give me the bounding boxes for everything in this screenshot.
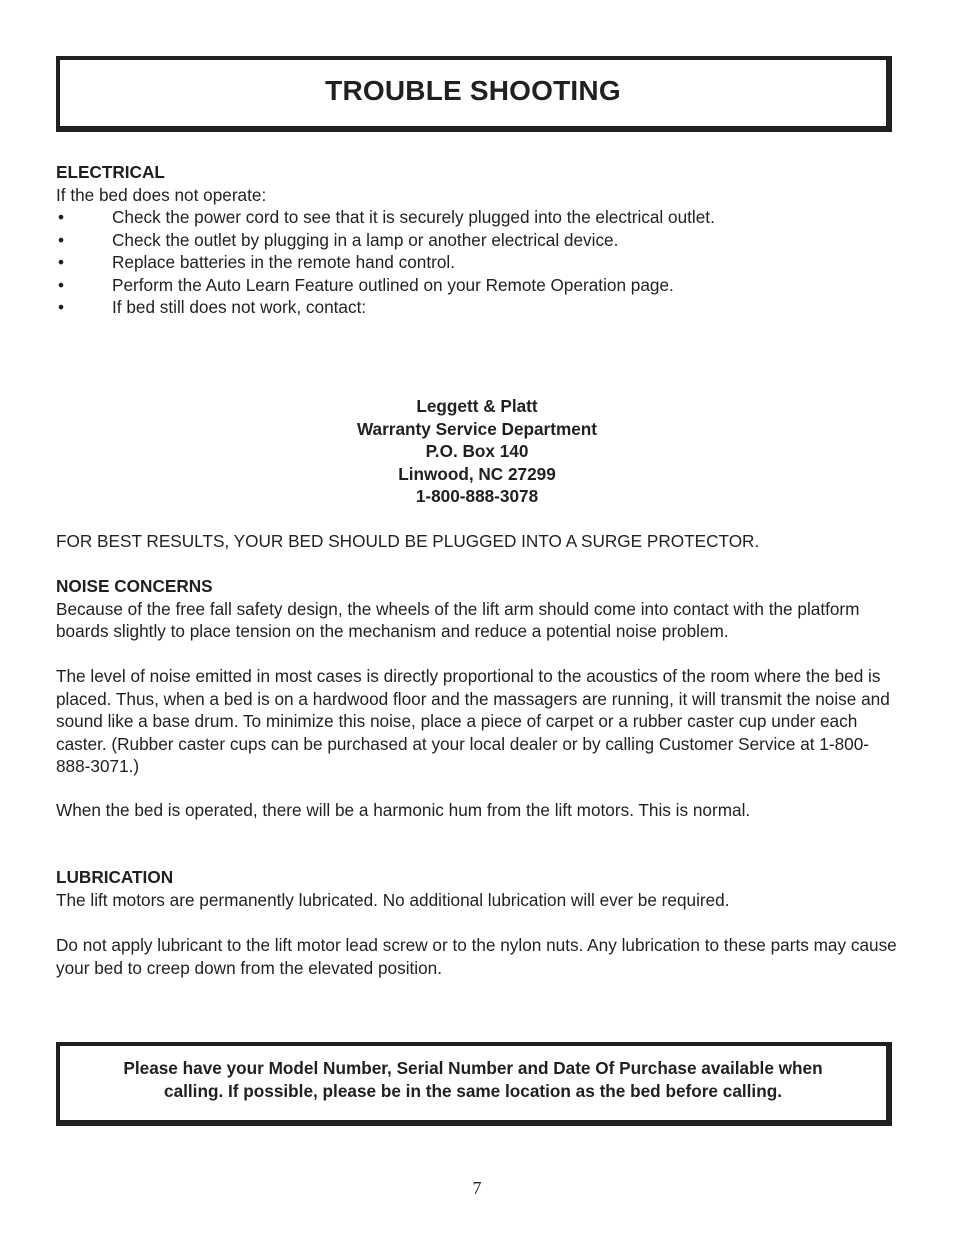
electrical-heading: ELECTRICAL xyxy=(56,162,165,182)
noise-paragraph-1: Because of the free fall safety design, the wheels of the lift arm should come into contact with the platform boards slightly to place tension on the mechanism and reduce a potential noise problem. xyxy=(56,598,860,641)
lubrication-section xyxy=(56,866,898,911)
bullet-symbol: • xyxy=(58,297,65,317)
contact-company: Leggett & Platt xyxy=(416,396,538,416)
notice-line-2: calling. If possible, please be in the same location as the bed before calling. xyxy=(164,1080,782,1101)
bullet-item xyxy=(56,274,898,297)
bullet-text: If bed still does not work, contact: xyxy=(112,297,367,317)
noise-paragraph-3: When the bed is operated, there will be a harmonic hum from the lift motors. This is normal. xyxy=(56,800,751,820)
title-box xyxy=(56,56,892,132)
notice-box xyxy=(56,1042,892,1126)
noise-paragraph-2: The level of noise emitted in most cases is directly proportional to the acoustics of the room where the bed is placed. Thus, when a bed is on a hardwood floor and the massagers are running, it will transmit the noise and sound like a base drum. To minimize this noise, place a piece of carpet or a rubber caster cup under each caster. (Rubber caster cups can be purchased at your local dealer or by calling Customer Service at 1-800-888-3071.) xyxy=(56,666,890,776)
lubrication-heading: LUBRICATION xyxy=(56,867,174,887)
bullet-item xyxy=(56,296,898,319)
bullet-symbol: • xyxy=(58,274,65,295)
bullet-text: Perform the Auto Learn Feature outlined on your Remote Operation page. xyxy=(112,274,674,295)
contact-address xyxy=(56,395,898,508)
bullet-symbol: • xyxy=(58,252,65,272)
noise-section xyxy=(56,575,898,643)
bullet-text: Replace batteries in the remote hand control. xyxy=(112,252,455,272)
lubrication-paragraph-1: The lift motors are permanently lubricated. No additional lubrication will ever be required. xyxy=(56,889,730,910)
notice-line-1: Please have your Model Number, Serial Number and Date Of Purchase available when xyxy=(123,1058,823,1078)
electrical-intro: If the bed does not operate: xyxy=(56,184,267,205)
electrical-bullet-list xyxy=(56,206,898,319)
surge-protector-note: FOR BEST RESULTS, YOUR BED SHOULD BE PLUGGED INTO A SURGE PROTECTOR. xyxy=(56,531,760,551)
bullet-text: Check the outlet by plugging in a lamp or another electrical device. xyxy=(112,229,619,250)
bullet-item xyxy=(56,206,898,229)
bullet-symbol: • xyxy=(58,229,65,250)
bullet-item xyxy=(56,229,898,252)
electrical-section xyxy=(56,161,898,319)
page-title: TROUBLE SHOOTING xyxy=(325,74,621,106)
lubrication-paragraph-2: Do not apply lubricant to the lift motor lead screw or to the nylon nuts. Any lubrication to these parts may cause your bed to creep down from the elevated position. xyxy=(56,935,897,978)
noise-heading: NOISE CONCERNS xyxy=(56,576,213,596)
page-number: 7 xyxy=(472,1178,482,1198)
bullet-symbol: • xyxy=(58,207,65,227)
contact-phone: 1-800-888-3078 xyxy=(415,486,539,506)
contact-department: Warranty Service Department xyxy=(356,418,598,439)
contact-po-box: P.O. Box 140 xyxy=(425,441,529,461)
contact-city: Linwood, NC 27299 xyxy=(398,463,556,484)
bullet-item xyxy=(56,251,898,274)
bullet-text: Check the power cord to see that it is securely plugged into the electrical outlet. xyxy=(112,207,715,227)
